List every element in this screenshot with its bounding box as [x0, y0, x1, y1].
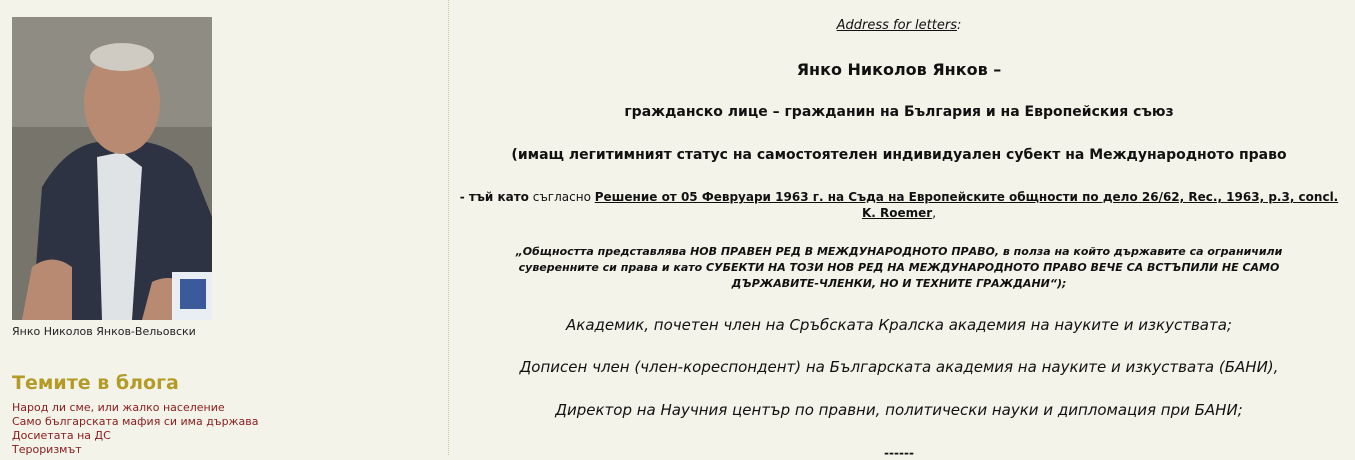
academic-title: Академик, почетен член на Сръбската Кралска академия на науките и изкуствата;	[566, 316, 1232, 334]
court-decision	[455, 189, 1343, 221]
author-name: Янко Николов Янков –	[796, 60, 1002, 79]
civilian-status: гражданско лице – гражданин на България и на Европейския съюз	[624, 104, 1174, 120]
address-heading	[455, 18, 1343, 33]
decision-word: съгласно	[528, 190, 595, 204]
address-label: Address for letters	[836, 18, 957, 33]
main-content	[455, 0, 1343, 460]
topics-list	[12, 401, 258, 457]
topic-link[interactable]: Само българската мафия си има държава	[12, 415, 259, 428]
decision-link[interactable]: Решение от 05 Февруари 1963 г. на Съда на Европейските общности по дело 26/62, Rec., 1963, p.3, concl. K. Roemer	[594, 190, 1339, 220]
director-title: Директор на Научния център по правни, политически науки и дипломация при БАНИ;	[555, 401, 1243, 419]
list-item	[12, 401, 258, 415]
author-photo	[12, 17, 212, 320]
topic-link[interactable]: Народ ли сме, или жалко население	[12, 401, 225, 414]
sidebar	[0, 0, 447, 455]
list-item	[12, 415, 258, 429]
court-quote: „Общността представлява НОВ ПРАВЕН РЕД В МЕЖДУНАРОДНОТО ПРАВО, в полза на който държавите са ограничили суверенните си права и като СУБЕКТИ НА ТОЗИ НОВ РЕД НА МЕЖДУНАРОДНОТО ПРАВО ВЕЧЕ СА ВСТЪПИЛИ НЕ САМО ДЪРЖАВИТЕ-ЧЛЕНКИ, НО И ТЕХНИТЕ ГРАЖДАНИ“);	[515, 245, 1283, 290]
column-divider	[448, 0, 449, 455]
topic-link[interactable]: Тероризмът	[12, 443, 82, 456]
topic-link[interactable]: Досиетата на ДС	[12, 429, 111, 442]
photo-caption: Янко Николов Янков-Вельовски	[12, 325, 196, 338]
correspondent-title: Дописен член (член-кореспондент) на Българската академия на науките и изкуствата (БАНИ),	[519, 358, 1279, 376]
decision-suffix: ,	[932, 206, 937, 220]
legal-status: (имащ легитимният статус на самостоятелен индивидуален субект на Международното право	[511, 147, 1287, 163]
topics-heading: Темите в блога	[12, 372, 179, 394]
address-colon: :	[956, 18, 962, 33]
list-item	[12, 429, 258, 443]
separator-dashes: ------	[884, 446, 914, 460]
decision-prefix: - тъй като	[459, 190, 529, 204]
author-photo-illustration	[12, 17, 212, 320]
